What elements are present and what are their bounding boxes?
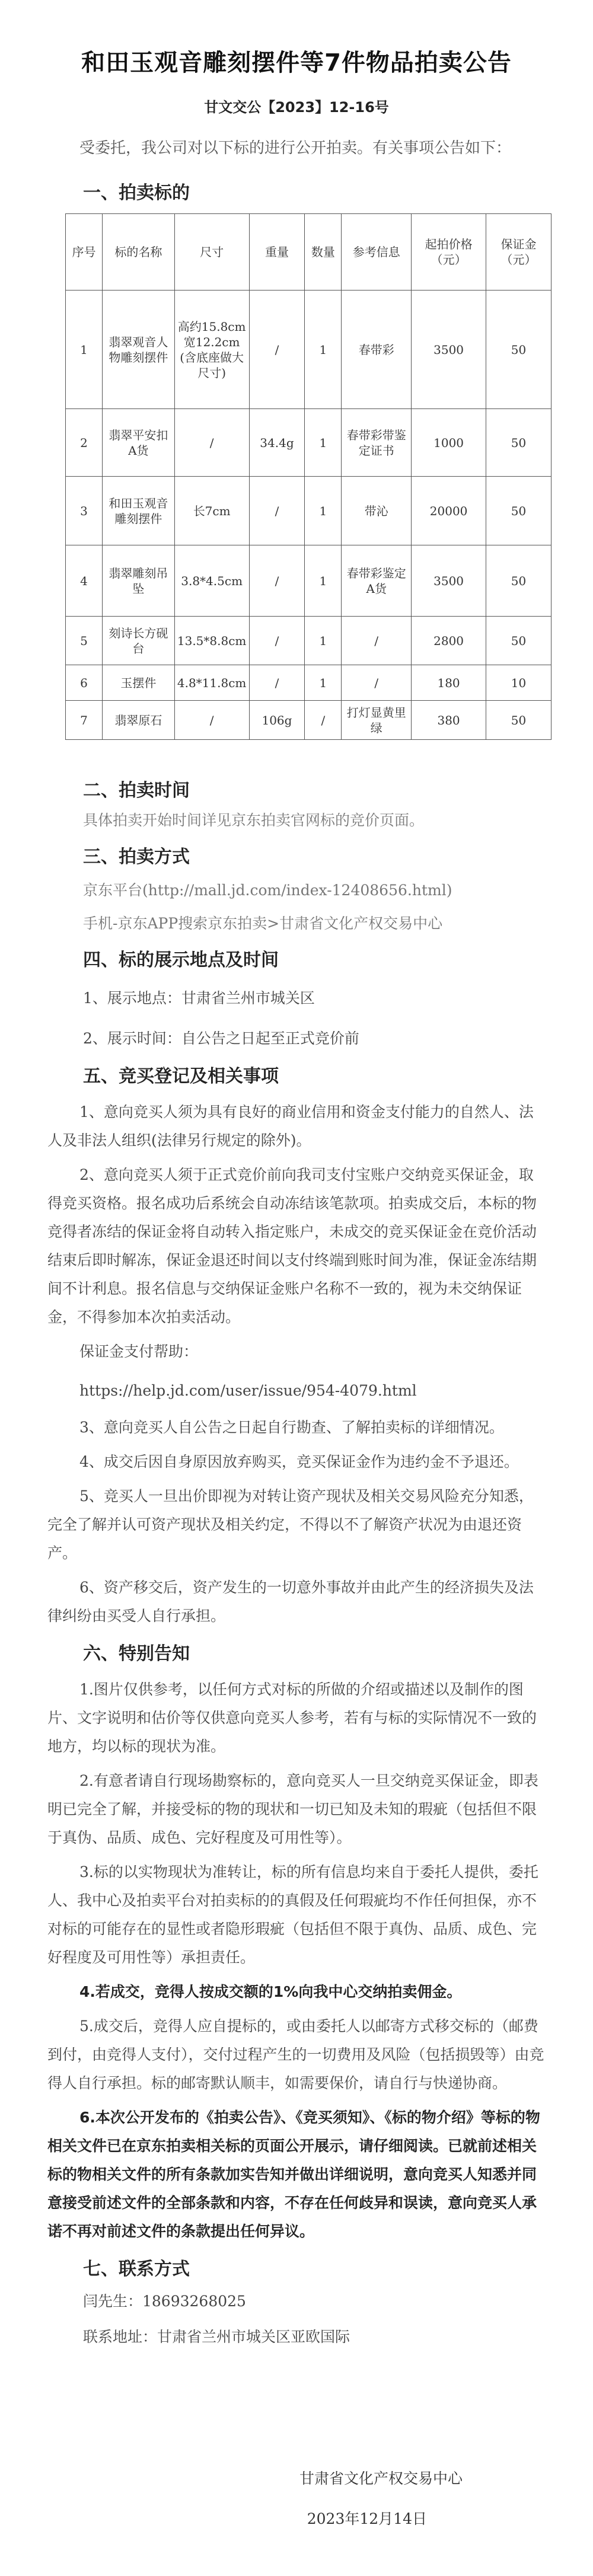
table-cell: 1: [305, 291, 342, 409]
table-cell: 34.4g: [249, 409, 305, 477]
table-cell: 1: [305, 477, 342, 545]
section-heading-items: 一、拍卖标的: [83, 183, 190, 203]
notice-item-2: 2.有意者请自行现场勘察标的，意向竞买人一旦交纳竞买保证金，即表明已完全了解，并接受标的物的现状和一切已知及未知的瑕疵（包括但不限于真伪、品质、成色、完好程度及可用性等）。: [47, 1772, 538, 1846]
table-cell: 3500: [412, 291, 486, 409]
table-cell: /: [249, 665, 305, 701]
table-cell: 380: [412, 701, 486, 740]
table-cell: 翡翠平安扣A货: [102, 409, 174, 477]
table-cell: 7: [66, 701, 103, 740]
register-item-2: 2、意向竞买人须于正式竞价前向我司支付宝账户交纳竞买保证金，取得竞买资格。报名成功后系统会自动冻结该笔款项。拍卖成交后，本标的物竞得者冻结的保证金将自动转入指定账户，未成交的竞买保证金在竞价活动结束后即时解冻，保证金退还时间以支付终端到账时间为准，保证金冻结期间不计利息。报名信息与交纳保证金账户名称不一致的，视为未交纳保证金，不得参加本次拍卖活动。: [47, 1166, 537, 1326]
table-cell: 1: [305, 409, 342, 477]
table-cell: 翡翠观音人物雕刻摆件: [102, 291, 174, 409]
table-cell: 带沁: [342, 477, 412, 545]
table-row: [66, 617, 551, 665]
table-cell: /: [305, 701, 342, 740]
table-cell: 1: [66, 291, 103, 409]
table-cell: 106g: [249, 701, 305, 740]
table-cell: 3: [66, 477, 103, 545]
table-cell: 4: [66, 545, 103, 617]
table-cell: 13.5*8.8cm: [174, 617, 249, 665]
table-cell: 10: [486, 665, 551, 701]
section-heading-notice: 六、特别告知: [83, 1643, 190, 1664]
table-header-row: [66, 214, 551, 291]
display-time: 2、展示时间：自公告之日起至正式竞价前: [83, 1030, 359, 1047]
table-row: [66, 477, 551, 545]
deposit-help-label: 保证金支付帮助：: [79, 1343, 199, 1360]
table-cell: 3500: [412, 545, 486, 617]
section-heading-time: 二、拍卖时间: [83, 780, 190, 801]
table-cell: /: [249, 617, 305, 665]
table-cell: /: [342, 617, 412, 665]
intro-paragraph: 受委托，我公司对以下标的进行公开拍卖。有关事项公告如下：: [79, 139, 512, 157]
items-table: [65, 213, 551, 740]
register-item-1: 1、意向竞买人须为具有良好的商业信用和资金支付能力的自然人、法人及非法人组织(法律另行规定的除外)。: [47, 1103, 534, 1149]
notice-item-1: 1.图片仅供参考，以任何方式对标的所做的介绍或描述以及制作的图片、文字说明和估价等仅供意向竞买人参考，若有与标的实际情况不一致的地方，均以标的现状为准。: [47, 1681, 537, 1755]
table-cell: /: [249, 291, 305, 409]
table-cell: 1: [305, 545, 342, 617]
table-header-cell: 尺寸: [174, 214, 249, 291]
contact-address: 联系地址：甘肃省兰州市城关区亚欧国际: [83, 2328, 350, 2345]
table-cell: /: [249, 545, 305, 617]
table-cell: 50: [486, 545, 551, 617]
signature-block: [47, 2464, 546, 2534]
table-cell: 50: [486, 409, 551, 477]
notice-item-4: 4.若成交，竞得人按成交额的1%向我中心交纳拍卖佣金。: [79, 1983, 462, 2000]
register-item-3: 3、意向竞买人自公告之日起自行勘查、了解拍卖标的详细情况。: [79, 1419, 504, 1436]
table-cell: 打灯显黄里绿: [342, 701, 412, 740]
table-header-cell: 标的名称: [102, 214, 174, 291]
table-cell: /: [342, 665, 412, 701]
table-cell: 50: [486, 477, 551, 545]
table-cell: 2800: [412, 617, 486, 665]
table-cell: 高约15.8cm宽12.2cm(含底座做大尺寸): [174, 291, 249, 409]
table-cell: 3.8*4.5cm: [174, 545, 249, 617]
table-cell: 180: [412, 665, 486, 701]
table-cell: 翡翠雕刻吊坠: [102, 545, 174, 617]
register-item-6: 6、资产移交后，资产发生的一切意外事故并由此产生的经济损失及法律纠纷由买受人自行承担。: [47, 1579, 534, 1624]
table-cell: 春带彩鉴定A货: [342, 545, 412, 617]
signature-date: 2023年12月14日: [307, 2510, 427, 2527]
notice-item-5: 5.成交后，竞得人应自提标的，或由委托人以邮寄方式移交标的（邮费到付，由竞得人支付），交付过程产生的一切费用及风险（包括损毁等）由竞得人自行承担。标的邮寄默认顺丰，如需要保价，请自行与快递协商。: [47, 2018, 544, 2092]
table-cell: 50: [486, 617, 551, 665]
table-row: [66, 545, 551, 617]
table-row: [66, 291, 551, 409]
table-header-cell: 参考信息: [342, 214, 412, 291]
table-cell: 6: [66, 665, 103, 701]
table-row: [66, 665, 551, 701]
table-cell: /: [249, 477, 305, 545]
table-cell: 1: [305, 617, 342, 665]
method-platform-link[interactable]: 京东平台(http://mall.jd.com/index-12408656.html): [83, 882, 452, 899]
method-app-text: 手机-京东APP搜索京东拍卖>甘肃省文化产权交易中心: [83, 915, 443, 932]
table-cell: 4.8*11.8cm: [174, 665, 249, 701]
register-item-5: 5、竞买人一旦出价即视为对转让资产现状及相关交易风险充分知悉，完全了解并认可资产现状及相关约定，不得以不了解资产状况为由退还资产。: [47, 1487, 534, 1562]
section-heading-display: 四、标的展示地点及时间: [83, 950, 279, 971]
page-title: 和田玉观音雕刻摆件等7件物品拍卖公告: [81, 49, 512, 76]
table-header-cell: 保证金（元）: [486, 214, 551, 291]
display-place: 1、展示地点：甘肃省兰州市城关区: [83, 989, 315, 1007]
section-heading-method: 三、拍卖方式: [83, 847, 190, 867]
table-cell: 春带彩: [342, 291, 412, 409]
table-row: [66, 701, 551, 740]
contact-person: 闫先生：18693268025: [83, 2293, 246, 2310]
table-cell: 1000: [412, 409, 486, 477]
table-row: [66, 409, 551, 477]
table-cell: 1: [305, 665, 342, 701]
table-cell: 春带彩带鉴定证书: [342, 409, 412, 477]
register-item-4: 4、成交后因自身原因放弃购买，竞买保证金作为违约金不予退还。: [79, 1453, 519, 1470]
signature-org: 甘肃省文化产权交易中心: [299, 2470, 463, 2487]
table-cell: 50: [486, 291, 551, 409]
table-header-cell: 重量: [249, 214, 305, 291]
notice-item-6: 6.本次公开发布的《拍卖公告》、《竞买须知》、《标的物介绍》等标的物相关文件已在京东拍卖相关标的页面公开展示，请仔细阅读。已就前述相关标的物相关文件的所有条款加实告知并做出详细说明，意向竞买人知悉并同意接受前述文件的全部条款和内容，不存在任何歧异和误读，意向竞买人承诺不再对前述文件的条款提出任何异议。: [47, 2109, 540, 2240]
table-cell: 翡翠原石: [102, 701, 174, 740]
table-cell: /: [174, 409, 249, 477]
table-header-cell: 序号: [66, 214, 103, 291]
table-header-cell: 起拍价格（元）: [412, 214, 486, 291]
notice-item-3: 3.标的以实物现状为准转让，标的所有信息均来自于委托人提供，委托人、我中心及拍卖平台对拍卖标的的真假及任何瑕疵均不作任何担保，亦不对标的可能存在的显性或者隐形瑕疵（包括但不限于真伪、品质、成色、完好程度及可用性等）承担责任。: [47, 1863, 538, 1966]
auction-time-text: 具体拍卖开始时间详见京东拍卖官网标的竞价页面。: [83, 812, 425, 829]
table-cell: 2: [66, 409, 103, 477]
table-header-cell: 数量: [305, 214, 342, 291]
table-cell: 50: [486, 701, 551, 740]
table-cell: 20000: [412, 477, 486, 545]
table-cell: 长7cm: [174, 477, 249, 545]
table-cell: 5: [66, 617, 103, 665]
table-cell: /: [174, 701, 249, 740]
section-heading-register: 五、竞买登记及相关事项: [83, 1066, 279, 1087]
table-cell: 和田玉观音雕刻摆件: [102, 477, 174, 545]
table-cell: 刻诗长方砚台: [102, 617, 174, 665]
document-number: 甘文交公【2023】12-16号: [204, 99, 389, 116]
section-heading-contact: 七、联系方式: [83, 2259, 190, 2280]
table-cell: 玉摆件: [102, 665, 174, 701]
deposit-help-link[interactable]: https://help.jd.com/user/issue/954-4079.html: [79, 1382, 417, 1399]
